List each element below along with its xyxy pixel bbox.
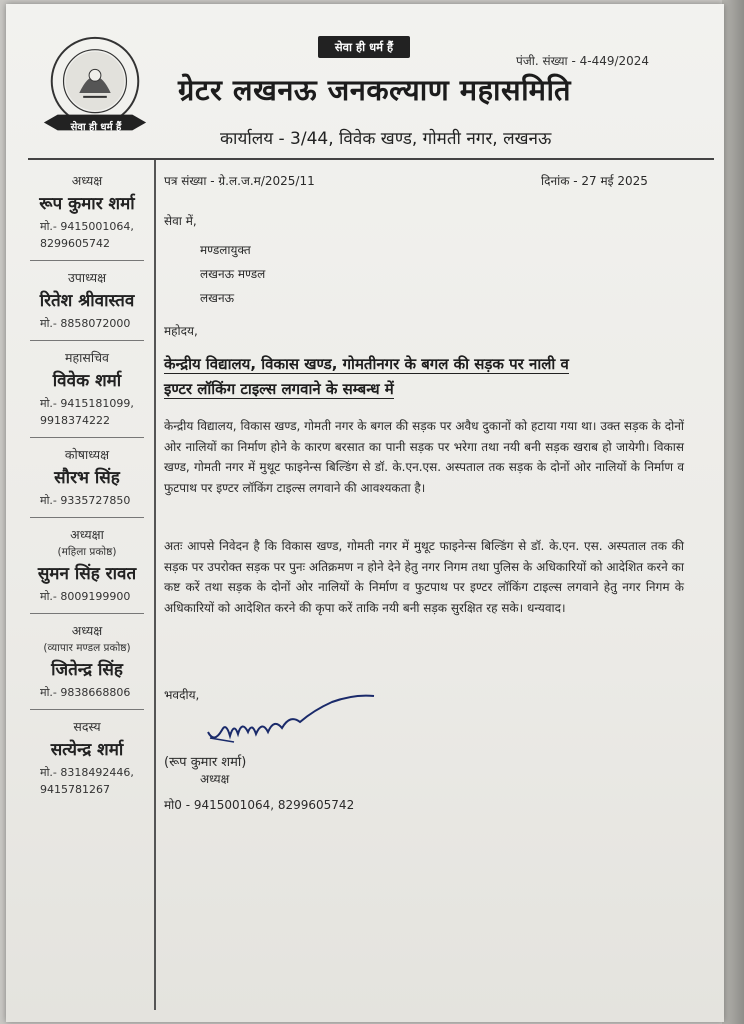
officer-divider	[30, 437, 144, 438]
office-bearers-sidebar	[24, 172, 150, 798]
closing: भवदीय,	[164, 688, 200, 702]
addressee-line: लखनऊ मण्डल	[200, 267, 266, 281]
header-divider	[28, 158, 714, 160]
officer-phone: मो.- 8318492446, 9415781267	[40, 766, 134, 796]
officer-phone: मो.- 8858072000	[40, 317, 131, 330]
officer-role: अध्यक्ष	[71, 623, 103, 638]
officer-entry	[24, 622, 150, 701]
officer-divider	[30, 613, 144, 614]
officer-name: विवेक शर्मा	[52, 371, 122, 391]
officer-name: जितेन्द्र सिंह	[51, 660, 123, 680]
organization-name: ग्रेटर लखनऊ जनकल्याण महासमिति	[178, 73, 572, 107]
officer-name: सुमन सिंह रावत	[37, 564, 137, 584]
letter-number: पत्र संख्या - ग्रे.ल.ज.म/2025/11	[164, 174, 315, 188]
body-paragraph: केन्द्रीय विद्यालय, विकास खण्ड, गोमती नगर के बगल की सड़क पर अवैध दुकानों को हटाया गया था। उक्त सड़क के दोनों ओर नालियों का निर्माण होने के कारण बरसात का पानी सड़क पर भरेगा तथा नयी बनी सड़क खराब हो जायेगी। विकास खण्ड, गोमती नगर में मुथूट फाइनेन्स बिल्डिंग से डॉ. के.एन.एस. अस्पताल तक सड़क के दोनों ओर नालियों के निर्माण व फुटपाथ पर इण्टर लॉकिंग टाइल्स लगवाने की आवश्यकता है।	[164, 419, 684, 495]
letter-subject	[164, 352, 684, 402]
officer-name: सत्येन्द्र शर्मा	[50, 740, 124, 760]
officer-entry	[24, 349, 150, 429]
officer-phone: मो.- 8009199900	[40, 590, 131, 603]
officer-cell: (महिला प्रकोष्ठ)	[57, 546, 117, 558]
motto-badge: सेवा ही धर्म हैं	[318, 36, 410, 58]
officer-name: रितेश श्रीवास्तव	[39, 291, 135, 311]
addressee-line: लखनऊ	[200, 291, 235, 305]
officer-name: सौरभ सिंह	[54, 468, 120, 488]
officer-cell: (व्यापार मण्डल प्रकोष्ठ)	[43, 642, 131, 654]
officer-role: उपाध्यक्ष	[67, 270, 107, 285]
background-edge	[722, 0, 744, 1024]
officer-role: अध्यक्षा	[70, 527, 104, 542]
subject-line: केन्द्रीय विद्यालय, विकास खण्ड, गोमतीनगर के बगल की सड़क पर नाली व	[164, 355, 569, 373]
officer-divider	[30, 709, 144, 710]
officer-phone: मो.- 9415181099, 9918374222	[40, 397, 134, 427]
officer-divider	[30, 340, 144, 341]
addressee-block	[200, 238, 265, 310]
officer-entry	[24, 446, 150, 509]
letter-date: दिनांक - 27 मई 2025	[541, 174, 648, 188]
addressee-line: मण्डलायुक्त	[200, 243, 251, 257]
letter-page	[6, 4, 724, 1022]
officer-divider	[30, 517, 144, 518]
letter-to: सेवा में,	[164, 214, 197, 228]
officer-phone: मो.- 9838668806	[40, 686, 131, 699]
officer-role: अध्यक्ष	[71, 173, 103, 188]
greeting: महोदय,	[164, 324, 198, 338]
officer-role: कोषाध्यक्ष	[64, 447, 110, 462]
officer-name: रूप कुमार शर्मा	[39, 194, 135, 214]
officer-role: सदस्य	[73, 719, 101, 734]
officer-role: महासचिव	[65, 350, 109, 365]
body-paragraph: अतः आपसे निवेदन है कि विकास खण्ड, गोमती नगर में मुथूट फाइनेन्स बिल्डिंग से डॉ. के.एन. एस. अस्पताल तक की सड़क पर उपरोक्त सड़क पर पुनः अतिक्रमण न होने देने हेतु नगर निगम तथा पुलिस के अधिकारियों को आदेशित करने का कष्ट करें तथा सड़क के दोनों ओर नालियों के निर्माण व फुटपाथ पर इण्टर लॉकिंग टाइल्स लगवाने हेतु नगर निगम के अधिकारियों को आदेशित करने की कृपा करें ताकि नयी बनी सड़क सुरक्षित रह सके। धन्यवाद।	[164, 539, 684, 615]
registration-number: पंजी. संख्या - 4-449/2024	[516, 54, 650, 68]
sidebar-divider	[154, 160, 156, 1010]
signatory-phone: मो0 - 9415001064, 8299605742	[164, 798, 355, 812]
signatory-role: अध्यक्ष	[200, 772, 230, 786]
officer-entry	[24, 269, 150, 332]
signatory-name: (रूप कुमार शर्मा)	[164, 755, 247, 770]
officer-phone: मो.- 9415001064, 8299605742	[40, 220, 134, 250]
officer-divider	[30, 260, 144, 261]
office-address: कार्यालय - 3/44, विवेक खण्ड, गोमती नगर, लखनऊ	[220, 129, 552, 149]
officer-phone: मो.- 9335727850	[40, 494, 131, 507]
logo-motto: सेवा ही धर्म हैं	[70, 122, 122, 133]
officer-entry	[24, 172, 150, 252]
officer-entry	[24, 718, 150, 798]
handwritten-signature	[204, 692, 384, 752]
officer-entry	[24, 526, 150, 605]
subject-line: इण्टर लॉकिंग टाइल्स लगवाने के सम्बन्ध में	[164, 380, 394, 398]
